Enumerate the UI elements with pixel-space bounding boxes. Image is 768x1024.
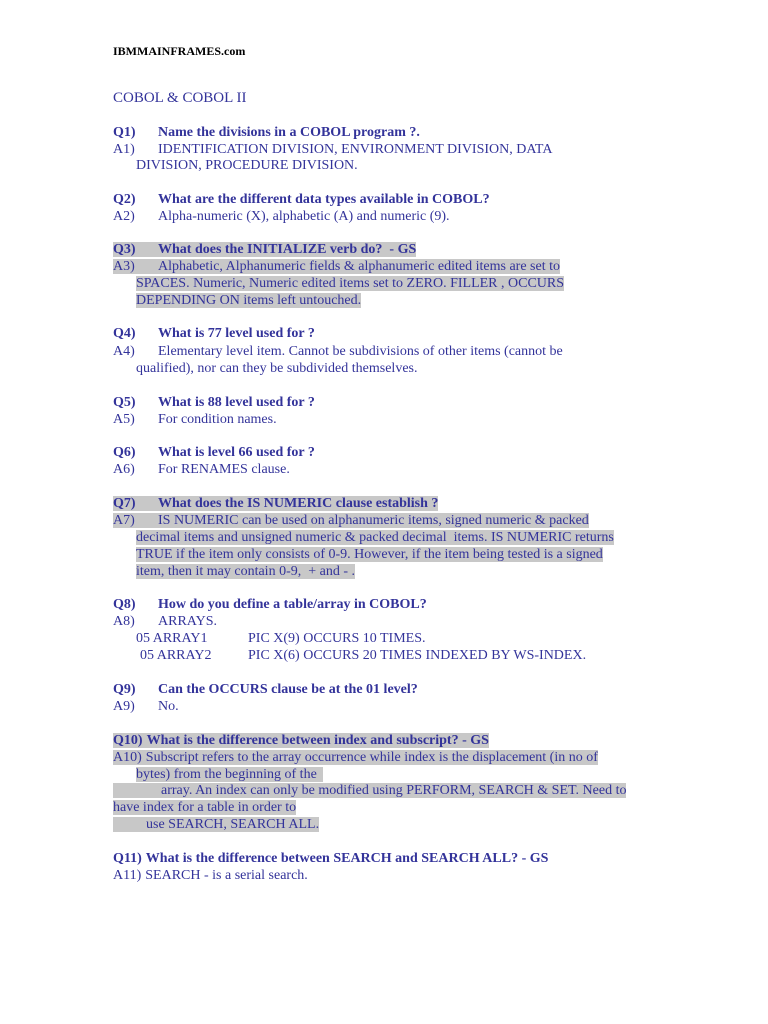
question-label: Q1) bbox=[113, 125, 136, 140]
answer-label: A11) bbox=[113, 868, 142, 883]
highlight: array. An index can only be modified using PERFORM, SEARCH & SET. Need to bbox=[113, 783, 626, 798]
answer-8-line-1 bbox=[113, 614, 217, 630]
answer-text: Alpha-numeric (X), alphabetic (A) and numeric (9). bbox=[158, 209, 450, 224]
question-text: What is the difference between index and subscript? - GS bbox=[146, 733, 489, 748]
question-text: How do you define a table/array in COBOL? bbox=[158, 597, 427, 612]
question-label: Q7) bbox=[113, 496, 136, 511]
answer-label: A10) bbox=[113, 750, 142, 765]
answer-text: IS NUMERIC can be used on alphanumeric items, signed numeric & packed bbox=[158, 513, 589, 528]
answer-text: For RENAMES clause. bbox=[158, 462, 290, 477]
highlight: use SEARCH, SEARCH ALL. bbox=[113, 817, 319, 832]
question-8 bbox=[113, 597, 427, 613]
answer-10-line-3 bbox=[113, 783, 626, 799]
highlight: item, then it may contain 0-9, + and - . bbox=[136, 564, 356, 579]
answer-5-line-1 bbox=[113, 412, 277, 428]
array-level: 05 ARRAY1 bbox=[136, 631, 208, 646]
question-text: What is 77 level used for ? bbox=[158, 326, 315, 341]
highlight bbox=[113, 513, 589, 528]
question-6 bbox=[113, 445, 315, 461]
answer-7-line-1 bbox=[113, 513, 589, 529]
answer-text: ARRAYS. bbox=[158, 614, 218, 629]
answer-text: Elementary level item. Cannot be subdivisions of other items (cannot be bbox=[158, 344, 563, 359]
question-10 bbox=[113, 733, 489, 749]
question-1 bbox=[113, 125, 420, 141]
answer-text: IDENTIFICATION DIVISION, ENVIRONMENT DIVISION, DATA bbox=[158, 142, 553, 157]
highlight bbox=[113, 496, 438, 511]
question-3 bbox=[113, 242, 416, 258]
answer-text: No. bbox=[158, 699, 179, 714]
answer-label: A7) bbox=[113, 513, 135, 528]
question-label: Q3) bbox=[113, 242, 136, 257]
answer-label: A9) bbox=[113, 699, 135, 714]
question-label: Q2) bbox=[113, 192, 136, 207]
answer-3-line-3 bbox=[136, 293, 361, 309]
answer-label: A8) bbox=[113, 614, 135, 629]
answer-label: A1) bbox=[113, 142, 135, 157]
answer-10-line-5 bbox=[113, 817, 319, 833]
question-5 bbox=[113, 395, 315, 411]
question-11 bbox=[113, 851, 548, 867]
answer-4-line-1 bbox=[113, 344, 563, 360]
question-label: Q6) bbox=[113, 445, 136, 460]
answer-text: Alphabetic, Alphanumeric fields & alphanumeric edited items are set to bbox=[158, 259, 560, 274]
question-text: What is level 66 used for ? bbox=[158, 445, 315, 460]
answer-1-line-1 bbox=[113, 142, 552, 158]
question-text: Name the divisions in a COBOL program ?. bbox=[158, 125, 420, 140]
question-text: What does the IS NUMERIC clause establish ? bbox=[158, 496, 439, 511]
answer-text: Subscript refers to the array occurrence while index is the displacement (in no of bbox=[145, 750, 598, 765]
answer-7-line-2 bbox=[136, 530, 614, 546]
question-label: Q5) bbox=[113, 395, 136, 410]
question-text: Can the OCCURS clause be at the 01 level? bbox=[158, 682, 418, 697]
array-pic: PIC X(6) OCCURS 20 TIMES INDEXED BY WS-INDEX. bbox=[248, 648, 587, 663]
highlight bbox=[113, 259, 560, 274]
question-4 bbox=[113, 326, 315, 342]
highlight bbox=[113, 242, 416, 257]
question-label: Q10) bbox=[113, 733, 143, 748]
answer-label: A4) bbox=[113, 344, 135, 359]
question-text: What does the INITIALIZE verb do? - GS bbox=[158, 242, 417, 257]
answer-3-line-1 bbox=[113, 259, 560, 275]
document-title: COBOL & COBOL II bbox=[113, 90, 247, 106]
highlight: SPACES. Numeric, Numeric edited items set to ZERO. FILLER , OCCURS bbox=[136, 276, 565, 291]
answer-label: A3) bbox=[113, 259, 135, 274]
answer-label: A5) bbox=[113, 412, 135, 427]
question-label: Q8) bbox=[113, 597, 136, 612]
answer-9-line-1 bbox=[113, 699, 179, 715]
question-text: What are the different data types available in COBOL? bbox=[158, 192, 490, 207]
answer-text: SEARCH - is a serial search. bbox=[145, 868, 308, 883]
highlight bbox=[113, 750, 598, 765]
highlight: have index for a table in order to bbox=[113, 800, 297, 815]
answer-label: A2) bbox=[113, 209, 135, 224]
answer-6-line-1 bbox=[113, 462, 290, 478]
highlight: bytes) from the beginning of the bbox=[136, 767, 323, 782]
answer-7-line-3 bbox=[136, 547, 603, 563]
highlight: decimal items and unsigned numeric & packed decimal items. IS NUMERIC returns bbox=[136, 530, 614, 545]
site-name: IBMMAINFRAMES.com bbox=[113, 44, 246, 58]
question-text: What is the difference between SEARCH and SEARCH ALL? - GS bbox=[145, 851, 549, 866]
array-pic: PIC X(9) OCCURS 10 TIMES. bbox=[248, 631, 426, 646]
answer-4-line-2: qualified), nor can they be subdivided themselves. bbox=[136, 361, 418, 376]
array-row-2 bbox=[140, 648, 586, 664]
answer-2-line-1 bbox=[113, 209, 450, 225]
array-row-1 bbox=[136, 631, 426, 647]
question-label: Q11) bbox=[113, 851, 142, 866]
answer-10-line-1 bbox=[113, 750, 598, 766]
question-2 bbox=[113, 192, 490, 208]
answer-3-line-2 bbox=[136, 276, 564, 292]
answer-10-line-2 bbox=[136, 767, 323, 783]
question-text: What is 88 level used for ? bbox=[158, 395, 315, 410]
highlight: TRUE if the item only consists of 0-9. However, if the item being tested is a signed bbox=[136, 547, 603, 562]
answer-7-line-4 bbox=[136, 564, 355, 580]
array-level: 05 ARRAY2 bbox=[140, 648, 212, 663]
answer-11-line-1 bbox=[113, 868, 308, 884]
answer-label: A6) bbox=[113, 462, 135, 477]
question-7 bbox=[113, 496, 438, 512]
highlight bbox=[113, 733, 489, 748]
answer-text: For condition names. bbox=[158, 412, 277, 427]
question-label: Q4) bbox=[113, 326, 136, 341]
answer-1-line-2: DIVISION, PROCEDURE DIVISION. bbox=[136, 158, 358, 173]
answer-10-line-4 bbox=[113, 800, 296, 816]
question-9 bbox=[113, 682, 418, 698]
highlight: DEPENDING ON items left untouched. bbox=[136, 293, 362, 308]
question-label: Q9) bbox=[113, 682, 136, 697]
